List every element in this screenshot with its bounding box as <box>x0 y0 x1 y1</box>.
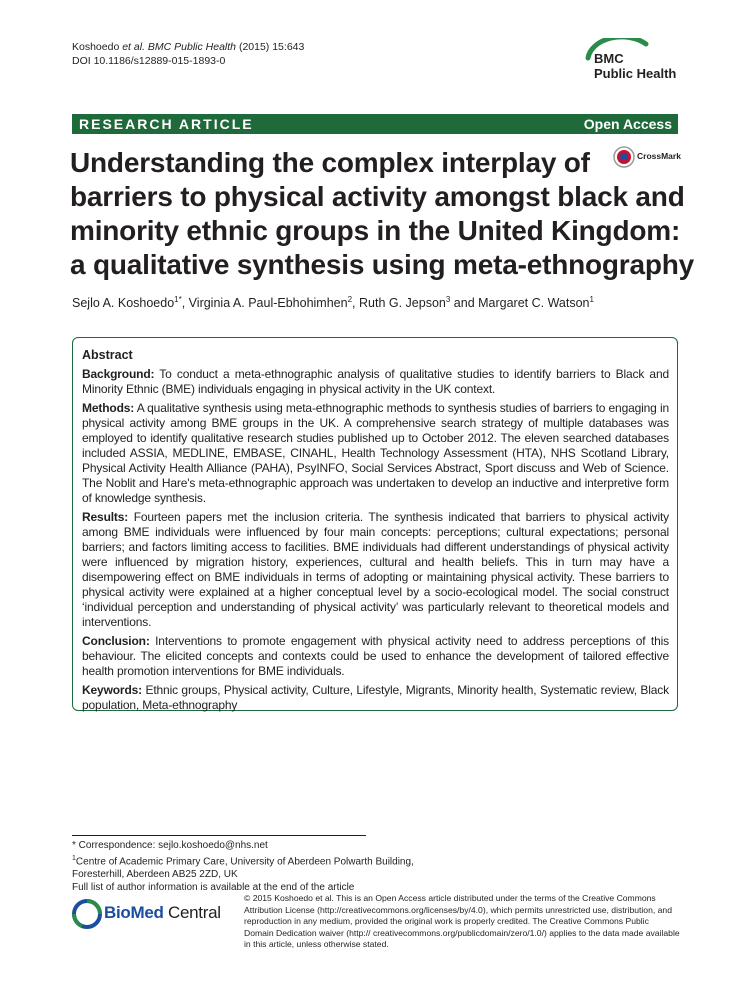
abstract-box <box>72 337 678 711</box>
abstract-background <box>82 367 669 397</box>
title-line-1: Understanding the complex interplay of <box>70 147 590 178</box>
abstract-methods <box>82 401 669 506</box>
publisher-logo[interactable] <box>72 896 232 932</box>
publisher-name <box>104 903 221 923</box>
author-list <box>72 292 594 311</box>
citation-volume: (2015) 15:643 <box>236 41 305 53</box>
methods-label: Methods: <box>82 401 135 415</box>
citation-header <box>72 40 304 68</box>
affiliation-line-2: Foresterhill, Aberdeen AB25 2ZD, UK <box>72 868 238 880</box>
publisher-name-bold: BioMed <box>104 903 164 922</box>
keywords-text: Ethnic groups, Physical activity, Culture, Lifestyle, Migrants, Minority health, Systematic review, Black population, Meta-ethnography <box>82 683 669 712</box>
publisher-name-plain: Central <box>163 903 221 922</box>
author-info-note: Full list of author information is available at the end of the article <box>72 881 355 893</box>
article-type-banner <box>72 114 678 134</box>
abstract-results <box>82 510 669 630</box>
citation-journal: et al. BMC Public Health <box>122 41 237 53</box>
citation-authors: Koshoedo <box>72 41 123 53</box>
journal-logo-text <box>594 51 676 81</box>
author-1-affiliation[interactable]: 1* <box>174 295 182 304</box>
author-3[interactable]: , Ruth G. Jepson <box>352 296 446 311</box>
crossmark-badge[interactable] <box>613 146 683 168</box>
abstract-heading: Abstract <box>82 348 133 362</box>
title-line-4: a qualitative synthesis using meta-ethnography <box>70 249 695 280</box>
conclusion-label: Conclusion: <box>82 634 150 648</box>
crossmark-label: CrossMark <box>637 151 681 161</box>
author-4-affiliation[interactable]: 1 <box>589 295 594 304</box>
doi[interactable]: DOI 10.1186/s12889-015-1893-0 <box>72 55 226 67</box>
author-2-affiliation[interactable]: 2 <box>347 295 353 304</box>
article-type-label: RESEARCH ARTICLE <box>79 116 254 132</box>
affiliation-text-1: Centre of Academic Primary Care, University of Aberdeen Polwarth Building, <box>75 856 414 868</box>
license-statement: © 2015 Koshoedo et al. This is an Open Access article distributed under the terms of the Creative Commons Attribution License (http://creativecommons.org/licenses/by/4.0), which permits unrestricted use, distribution, and reproduction in any medium, provided the original work is properly credited. The Creative Commons Public Domain Dedication waiver (http:// creativecommons.org/publicdomain/zero/1.0/) applies to the data made available in this article, unless otherwise stated. <box>244 893 680 950</box>
correspondence[interactable]: * Correspondence: sejlo.koshoedo@nhs.net <box>72 840 268 851</box>
background-label: Background: <box>82 367 155 381</box>
results-label: Results: <box>82 510 129 524</box>
journal-logo-line2: Public Health <box>594 66 677 81</box>
affiliation-sup: 1 <box>72 854 76 862</box>
footnotes <box>72 840 414 895</box>
conclusion-text: Interventions to promote engagement with physical activity need to address perceptions of this behaviour. The elicited concepts and contexts could be used to enhance the development of tailored effective health promotion interventions for BME individuals. <box>82 634 669 678</box>
author-4[interactable]: and Margaret C. Watson <box>450 296 590 311</box>
affiliation-line-1 <box>72 853 414 869</box>
crossmark-icon <box>613 146 635 168</box>
footnote-divider <box>72 835 366 836</box>
methods-text: A qualitative synthesis using meta-ethnographic methods to synthesis studies of barriers to engaging in physical activity among BME groups in the UK. A comprehensive search strategy of multiple databases was employed to identify qualitative research studies published up to October 2012. The eleven searched databases included ASSIA, MEDLINE, EMBASE, CINAHL, Health Technology Assessment (HTA), NHS Scotland Library, Physical Activity Health Alliance (PAHA), PsyINFO, Social Services Abstract, Sport discuss and Web of Science. The Noblit and Hare's meta-ethnographic approach was undertaken to develop an inductive and interpretive form of knowledge synthesis. <box>82 401 669 505</box>
biomed-central-icon <box>72 899 102 929</box>
abstract-conclusion <box>82 634 669 679</box>
journal-logo[interactable] <box>584 38 694 94</box>
author-3-affiliation[interactable]: 3 <box>445 295 451 304</box>
author-2[interactable]: , Virginia A. Paul-Ebhohimhen <box>181 296 348 311</box>
journal-logo-line1: BMC <box>594 51 624 66</box>
citation-line <box>72 40 304 54</box>
open-access-label: Open Access <box>583 116 672 132</box>
author-1[interactable]: Sejlo A. Koshoedo <box>72 296 175 311</box>
results-text: Fourteen papers met the inclusion criteria. The synthesis indicated that barriers to physical activity among BME individuals were influenced by four main concepts: perceptions; cultural expectations; personal barriers; and factors limiting access to facilities. BME individuals had different understandings of physical activity were influenced by migration history, experiences, cultural and health beliefs. This in turn may have a disempowering effect on BME individuals in terms of adopting or maintaining physical activity. These barriers to physical activity were explained at a higher conceptual level by a socio-ecological model. The social construct ‘individual perception and understanding of physical activity’ was particularly relevant to theoretical models and interventions. <box>82 510 669 629</box>
title-line-2: barriers to physical activity amongst black and <box>70 181 685 212</box>
title-line-3: minority ethnic groups in the United Kingdom: <box>70 215 681 246</box>
background-text: To conduct a meta-ethnographic analysis of qualitative studies to identify barriers to Black and Minority Ethnic (BME) individuals engaging in physical activity in the UK context. <box>82 367 669 396</box>
keywords-label: Keywords: <box>82 683 142 697</box>
abstract-keywords <box>82 683 669 713</box>
